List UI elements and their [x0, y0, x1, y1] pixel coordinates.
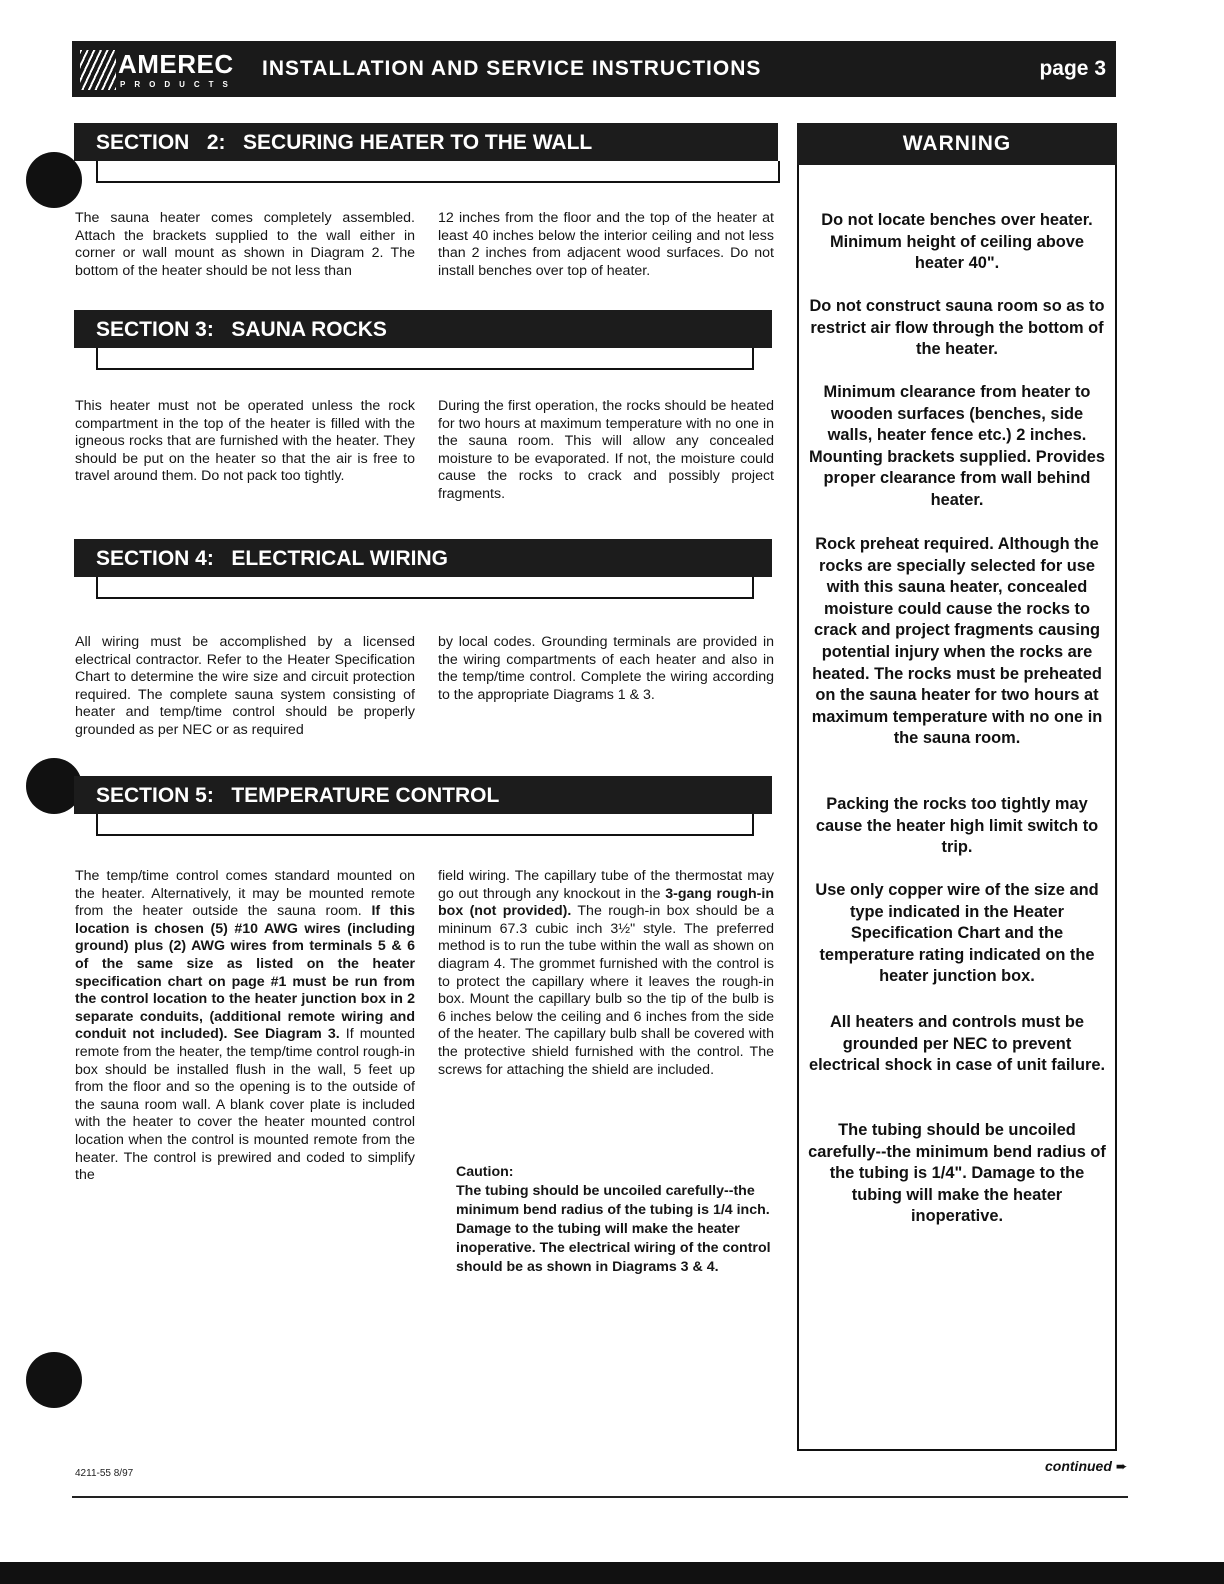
warning-item: All heaters and controls must be grounded per NEC to prevent electrical shock in case of unit failure.: [808, 1013, 1106, 1075]
logo-sub: PRODUCTS: [120, 80, 237, 89]
warning-item: Use only copper wire of the size and type indicated in the Heater Specification Chart and the temperature rating indicated on the heater junction box.: [815, 881, 1099, 986]
scan-bottom-edge: [0, 1562, 1224, 1584]
section-3-heading: [74, 310, 772, 348]
section-5-col1: [75, 868, 415, 1185]
section-4-rule: [96, 577, 754, 599]
section-5-col1-bold: If this location is chosen (5) #10 AWG wires (including ground) plus (2) AWG wires from terminals 5 & 6 of the same size as listed on the heater specification chart on page #1 must be run from the control location to the heater junction box in 2 separate conduits, (additional remote wiring and conduit not included). See Diagram 3.: [75, 903, 415, 1043]
caution-title: Caution:: [456, 1164, 514, 1180]
warning-heading: WARNING: [797, 123, 1117, 165]
caution-block: [456, 1164, 774, 1277]
warning-item: Minimum clearance from heater to wooden surfaces (benches, side walls, heater fence etc.) 2 inches. Mounting brackets supplied. Provides proper clearance from wall behind heater.: [809, 383, 1105, 509]
amerec-logo: [80, 48, 250, 94]
warning-item: Rock preheat required. Although the rocks are specially selected for use with this sauna heater, concealed moisture could cause the rocks to crack and project fragments causing potential injury when the rocks are heated. The rocks must be preheated on the sauna heater for two hours at maximum temperature with no one in the sauna room.: [811, 535, 1103, 748]
footer-rule: [72, 1496, 1128, 1498]
warning-item: The tubing should be uncoiled carefully--the minimum bend radius of the tubing is 1/4". Damage to the tubing will make the heater inoperative.: [808, 1121, 1106, 1226]
section-5-col2-text-b: The rough-in box should be a mininum 67.3 cubic inch 3½" style. The preferred method is to run the tube within the wall as shown on diagram 4. The grommet furnished with the control is to protect the capillary where it leaves the rough-in box. Mount the capillary bulb so the tip of the bulb is 6 inches below the ceiling and 6 inches from the side of the heater. The capillary bulb shall be covered with the protective shield furnished with the control. The screws for attaching the shield are included.: [438, 903, 775, 1078]
section-2-col2: 12 inches from the floor and the top of the heater at least 40 inches below the interior ceiling and not less than 2 inches from adjacent wood surfaces. Do not install benches over top of heater.: [438, 210, 774, 279]
warning-item: Do not construct sauna room so as to restrict air flow through the bottom of the heater.: [809, 297, 1105, 359]
caution-text: The tubing should be uncoiled carefully--the minimum bend radius of the tubing is 1/4 inch. Damage to the tubing will make the heater inoperative. The electrical wiring of the control should be as shown in Diagrams 3 & 4.: [456, 1182, 771, 1275]
section-4-title: SECTION 4: ELECTRICAL WIRING: [96, 547, 448, 570]
section-2-col1: The sauna heater comes completely assembled. Attach the brackets supplied to the wall either in corner or wall mount as shown in Diagram 2. The bottom of the heater should be not less than: [75, 210, 415, 279]
section-3-col2: During the first operation, the rocks should be heated for two hours at maximum temperature with no one in the sauna room. This will allow any concealed moisture to be evaporated. If not, the moisture could cause the rocks to crack and possibly project fragments.: [438, 398, 774, 502]
section-3-title: SECTION 3: SAUNA ROCKS: [96, 318, 387, 341]
section-3-col1: This heater must not be operated unless the rock compartment in the top of the heater is filled with the igneous rocks that are furnished with the heater. They should be put on the heater so that the air is free to travel around them. Do not pack too tightly.: [75, 398, 415, 485]
section-4-col2: by local codes. Grounding terminals are provided in the wiring compartments of each heater and also in the temp/time control. Complete the wiring according to the appropriate Diagrams 1 & 3.: [438, 634, 774, 703]
section-5-col1-text-b: If mounted remote from the heater, the temp/time control rough-in box should be installed flush in the wall, 5 feet up from the floor and so the opening is to the outside of the sauna room wall. A blank cover plate is included with the heater to cover the heater mounted control location when the control is mounted remote from the heater. The control is prewired and coded to simplify the: [75, 1026, 415, 1184]
logo-word: AMEREC: [118, 49, 234, 79]
punch-hole-icon: [26, 1352, 82, 1408]
header-title: INSTALLATION AND SERVICE INSTRUCTIONS: [262, 57, 762, 80]
section-4-col1: All wiring must be accomplished by a licensed electrical contractor. Refer to the Heater Specification Chart to determine the wire size and circuit protection required. The complete sauna system consisting of heater and temp/time control should be properly grounded as per NEC or as required: [75, 634, 415, 738]
continued-label: continued ➨: [1045, 1458, 1128, 1474]
section-5-heading: [74, 776, 772, 814]
section-5-col1-text-a: The temp/time control comes standard mounted on the heater. Alternatively, it may be mounted remote from the heater outside the sauna room.: [75, 868, 415, 920]
section-2-heading: [74, 123, 778, 161]
section-5-col2-bold: 3-gang rough-in box (not provided).: [438, 885, 774, 920]
section-2-title: SECTION 2: SECURING HEATER TO THE WALL: [96, 131, 593, 154]
section-4-heading: [74, 539, 772, 577]
document-code: 4211-55 8/97: [75, 1468, 134, 1479]
logo-slashes-icon: [80, 50, 116, 90]
page-number: page 3: [1039, 57, 1106, 80]
section-3-rule: [96, 348, 754, 370]
warning-item: Packing the rocks too tightly may cause the heater high limit switch to trip.: [815, 795, 1099, 857]
warning-item: Do not locate benches over heater. Minimum height of ceiling above heater 40".: [821, 211, 1093, 273]
section-2-rule: [96, 161, 780, 183]
section-5-title: SECTION 5: TEMPERATURE CONTROL: [96, 784, 500, 807]
section-5-col2-text-a: field wiring. The capillary tube of the thermostat may go out through any knockout in the: [438, 868, 774, 902]
section-5-rule: [96, 814, 754, 836]
section-5-col2: [438, 868, 774, 1079]
